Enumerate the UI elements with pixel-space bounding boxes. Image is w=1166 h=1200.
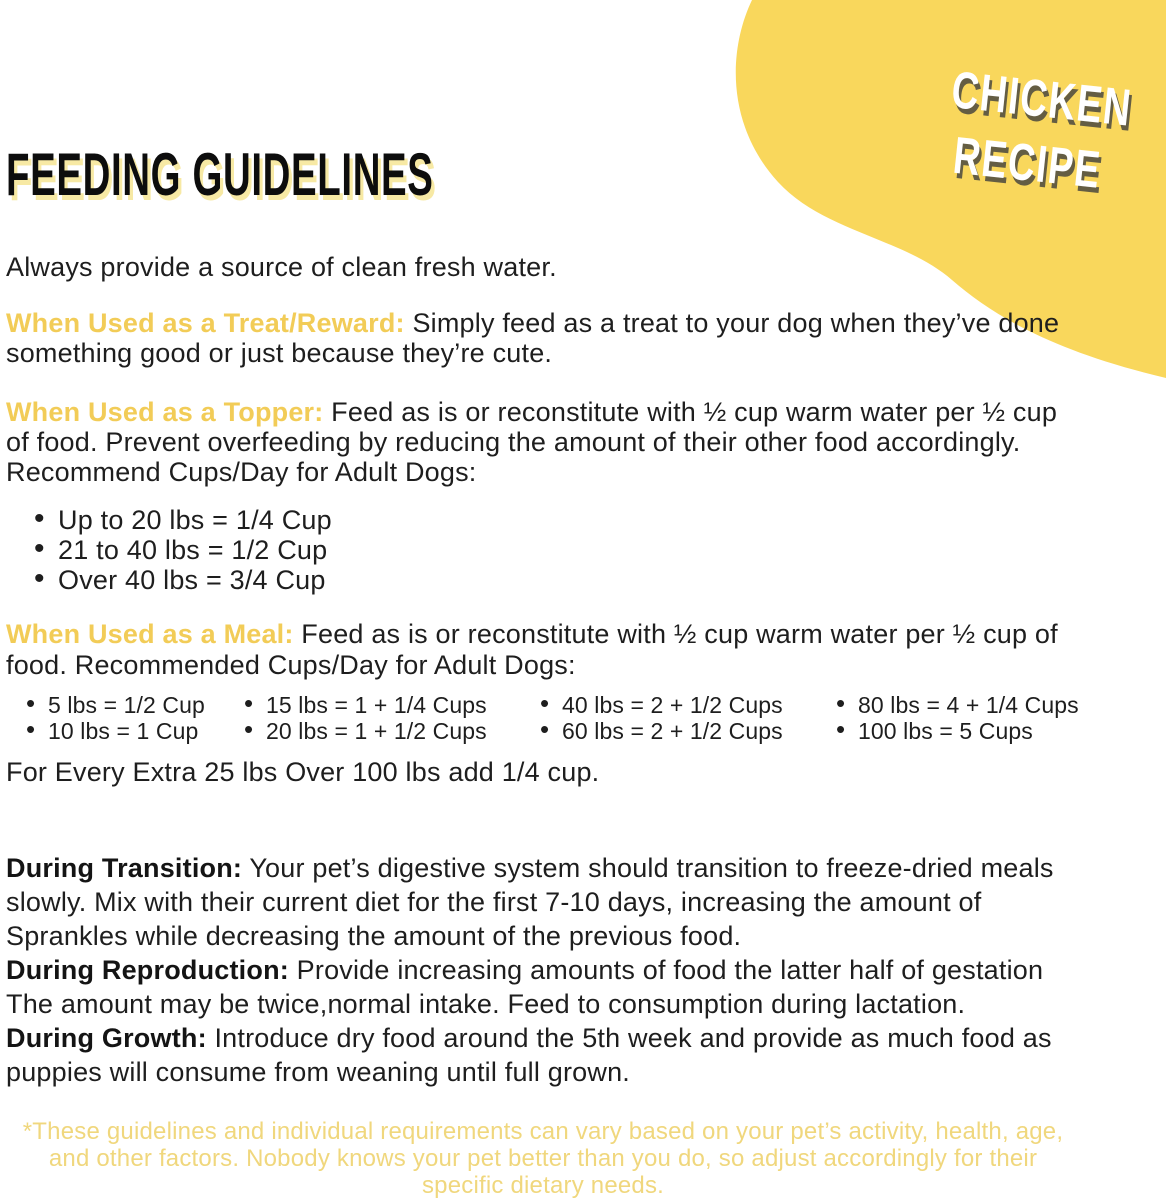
transition-paragraph (6, 851, 1080, 953)
list-item: • Over 40 lbs = 3/4 Cup (34, 565, 1080, 595)
treat-reward-heading: When Used as a Treat/Reward: (6, 308, 405, 339)
reproduction-paragraph (6, 953, 1080, 1021)
meal-column-2 (244, 692, 540, 744)
list-item: • 40 lbs = 2 + 1/2 Cups (540, 692, 836, 718)
meal-column-1 (26, 692, 244, 744)
treat-reward-body: Simply feed as a treat to your dog when they’ve done something good or just because they’re cute. (6, 308, 1060, 369)
topper-heading: When Used as a Topper: (6, 396, 324, 427)
transition-body: Your pet’s digestive system should transition to freeze-dried meals slowly. Mix with their current diet for the first 7-10 days, increasing the amount of Sprankles while decreasing the amount of the previous food. (6, 853, 1054, 952)
list-item: • 10 lbs = 1 Cup (26, 718, 244, 744)
growth-paragraph (6, 1021, 1080, 1089)
meal-body: Feed as is or reconstitute with ½ cup warm water per ½ cup of food. Recommended Cups/Day for Adult Dogs: (6, 619, 1058, 680)
meal-paragraph (6, 619, 1080, 679)
intro-text: Always provide a source of clean fresh water. (6, 252, 557, 282)
list-item: • 21 to 40 lbs = 1/2 Cup (34, 535, 1080, 565)
list-item: • 60 lbs = 2 + 1/2 Cups (540, 718, 836, 744)
topper-bullet-list (34, 505, 1080, 595)
reproduction-heading: During Reproduction: (6, 955, 289, 986)
list-item: • 100 lbs = 5 Cups (836, 718, 1079, 744)
meal-column-3 (540, 692, 836, 744)
badge-line-recipe: RECIPE (950, 126, 1105, 200)
care-instructions-block (6, 851, 1080, 1089)
page-title: FEEDING GUIDELINES (6, 141, 434, 208)
list-item: • 80 lbs = 4 + 1/4 Cups (836, 692, 1079, 718)
topper-paragraph (6, 397, 1080, 488)
treat-reward-paragraph (6, 308, 1080, 368)
list-item: • Up to 20 lbs = 1/4 Cup (34, 505, 1080, 535)
transition-heading: During Transition: (6, 853, 243, 884)
list-item: • 20 lbs = 1 + 1/2 Cups (244, 718, 540, 744)
reproduction-body: Provide increasing amounts of food the latter half of gestation The amount may be twice,normal intake. Feed to consumption during lactation. (6, 955, 1044, 1020)
growth-body: Introduce dry food around the 5th week and provide as much food as puppies will consume from weaning until full grown. (6, 1023, 1052, 1088)
topper-body: Feed as is or reconstitute with ½ cup warm water per ½ cup of food. Prevent overfeeding by reducing the amount of their other food accordingly. Recommend Cups/Day for Adult Dogs: (6, 396, 1058, 488)
badge-line-chicken: CHICKEN (948, 61, 1135, 138)
meal-column-4 (836, 692, 1079, 744)
meal-heading: When Used as a Meal: (6, 619, 294, 650)
extra-weight-note: For Every Extra 25 lbs Over 100 lbs add 1/4 cup. (6, 756, 600, 787)
meal-serving-columns (26, 692, 1080, 744)
growth-heading: During Growth: (6, 1023, 207, 1054)
disclaimer-text: *These guidelines and individual requirements can vary based on your pet’s activity, health, age, and other factors. Nobody knows your pet better than you do, so adjust accordingly for their specific dietary needs. (22, 1118, 1064, 1199)
list-item: • 15 lbs = 1 + 1/4 Cups (244, 692, 540, 718)
list-item: • 5 lbs = 1/2 Cup (26, 692, 244, 718)
